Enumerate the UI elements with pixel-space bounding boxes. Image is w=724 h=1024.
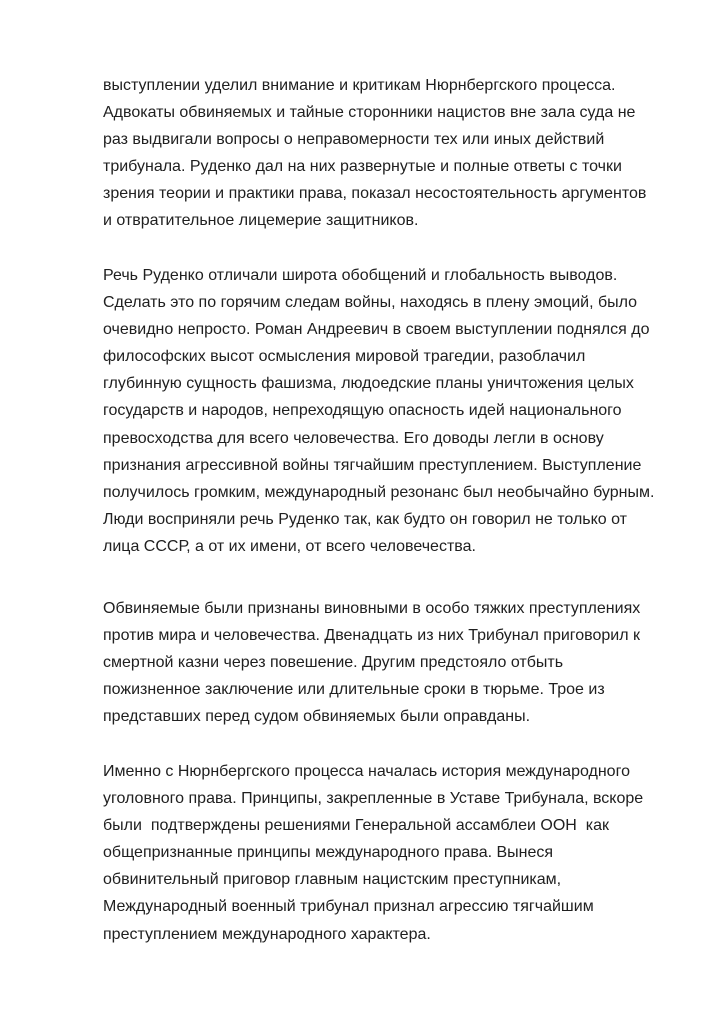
text-line: превосходства для всего человечества. Его доводы легли в основу xyxy=(103,429,604,447)
paragraph-4 xyxy=(103,758,673,948)
text-line: Адвокаты обвиняемых и тайные сторонники нацистов вне зала суда не xyxy=(103,104,636,122)
text-line: смертной казни через повешение. Другим предстояло отбыть xyxy=(103,654,564,672)
text-line: преступлением международного характера. xyxy=(103,925,431,943)
text-line: пожизненное заключение или длительные сроки в тюрьме. Трое из xyxy=(103,681,605,699)
text-line: Именно с Нюрнбергского процесса началась история международного xyxy=(103,763,630,780)
text-line: представших перед судом обвиняемых были оправданы. xyxy=(103,708,531,726)
text-line: Люди восприняли речь Руденко так, как будто он говорил не только от xyxy=(103,510,628,528)
text-line: были подтверждены решениями Генеральной ассамблеи ООН как xyxy=(103,817,609,835)
text-line: и отвратительное лицемерие защитников. xyxy=(103,212,419,230)
text-line: Обвиняемые были признаны виновными в особо тяжких преступлениях xyxy=(103,600,641,617)
text-line: Сделать это по горячим следам войны, находясь в плену эмоций, было xyxy=(103,294,638,312)
text-line: общепризнанные принципы международного права. Вынеся xyxy=(103,844,554,862)
text-line: лица СССР, а от их имени, от всего человечества. xyxy=(103,537,476,555)
text-line: Международный военный трибунал признал агрессию тягчайшим xyxy=(103,898,594,916)
text-line: признания агрессивной войны тягчайшим преступлением. Выступление xyxy=(103,456,642,474)
text-line: зрения теории и практики права, показал несостоятельность аргументов xyxy=(103,185,647,203)
text-line: уголовного права. Принципы, закрепленные в Уставе Трибунала, вскоре xyxy=(103,790,644,808)
text-line: философских высот осмысления мировой трагедии, разоблачил xyxy=(103,348,586,366)
text-line: глубинную сущность фашизма, людоедские планы уничтожения целых xyxy=(103,375,634,393)
text-line: выступлении уделил внимание и критикам Нюрнбергского процесса. xyxy=(103,77,616,94)
paragraph-2 xyxy=(103,262,673,560)
text-line: очевидно непросто. Роман Андреевич в своем выступлении поднялся до xyxy=(103,321,650,339)
text-line: обвинительный приговор главным нацистским преступникам, xyxy=(103,871,562,889)
text-line: Речь Руденко отличали широта обобщений и глобальность выводов. xyxy=(103,267,618,284)
text-line: получилось громким, международный резонанс был необычайно бурным. xyxy=(103,483,655,501)
text-line: государств и народов, непреходящую опасность идей национального xyxy=(103,402,622,420)
paragraph-1 xyxy=(103,72,673,235)
text-line: против мира и человечества. Двенадцать из них Трибунал приговорил к xyxy=(103,627,640,645)
text-line: раз выдвигали вопросы о неправомерности тех или иных действий xyxy=(103,131,605,149)
text-line: трибунала. Руденко дал на них развернутые и полные ответы с точки xyxy=(103,158,622,176)
paragraph-3 xyxy=(103,595,673,730)
